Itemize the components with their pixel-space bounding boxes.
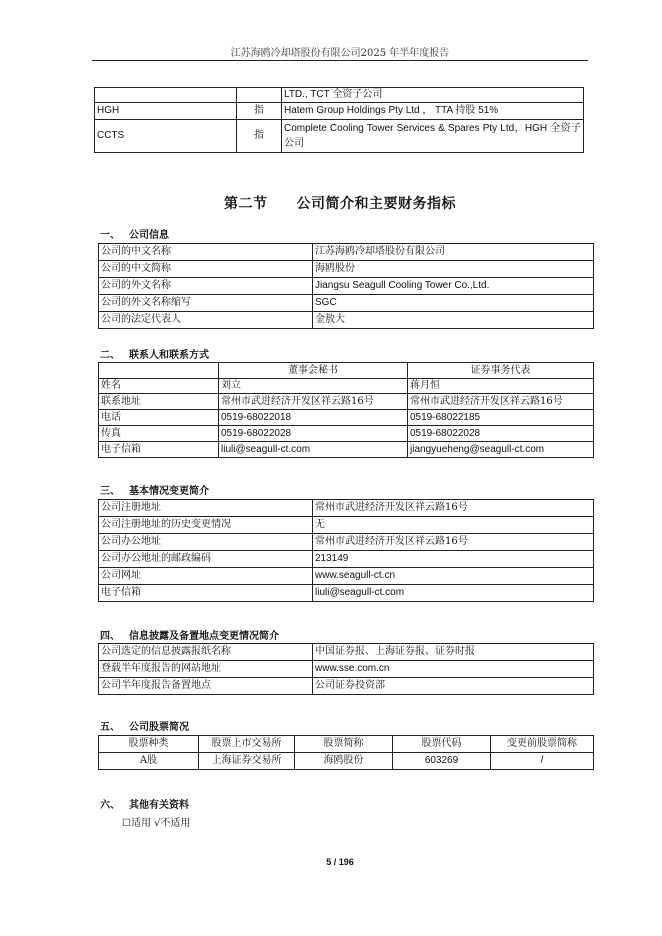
row-value: 海鸥股份 <box>313 261 594 278</box>
heading-number: 四、 <box>100 631 120 642</box>
heading-disclosure <box>100 627 279 642</box>
definition-desc: LTD., TCT 全资子公司 <box>282 88 584 103</box>
row-label: 公司的中文简称 <box>99 261 313 278</box>
row-label: 公司的中文名称 <box>99 244 313 261</box>
row-label: 公司半年度报告备置地点 <box>99 678 313 695</box>
secretary-value: 0519-68022018 <box>219 410 408 426</box>
table-row <box>99 410 594 426</box>
table-row <box>99 585 594 602</box>
row-label: 姓名 <box>99 379 219 394</box>
rep-value: 常州市武进经济开发区祥云路16号 <box>408 394 594 410</box>
column-header: 股票简称 <box>295 736 393 753</box>
row-value: Jiangsu Seagull Cooling Tower Co.,Ltd. <box>313 278 594 295</box>
row-value: 金敖大 <box>313 312 594 329</box>
heading-other <box>100 796 189 811</box>
row-label: 公司办公地址的邮政编码 <box>99 551 313 568</box>
section-title: 第二节 公司简介和主要财务指标 <box>224 196 456 212</box>
stock-code: 603269 <box>393 753 491 770</box>
heading-basic-changes <box>100 482 209 497</box>
secretary-value: liuli@seagull-ct.com <box>219 442 408 458</box>
table-header-row <box>99 363 594 379</box>
rep-value: 0519-68022185 <box>408 410 594 426</box>
row-value: 中国证券报、上海证券报、证券时报 <box>313 644 594 661</box>
table-row <box>99 534 594 551</box>
table-row <box>99 278 594 295</box>
heading-number: 二、 <box>100 350 120 361</box>
row-value: liuli@seagull-ct.com <box>313 585 594 602</box>
heading-stock <box>100 718 189 733</box>
row-value: 常州市武进经济开发区祥云路16号 <box>313 534 594 551</box>
column-header: 股票种类 <box>99 736 199 753</box>
column-header: 变更前股票简称 <box>491 736 594 753</box>
definitions-continuation-row <box>95 88 584 103</box>
table-header-row <box>99 736 594 753</box>
secretary-value: 0519-68022028 <box>219 426 408 442</box>
definition-desc: Complete Cooling Tower Services & Spares Pty Ltd，HGH 全资子公司 <box>282 120 584 153</box>
row-label: 公司办公地址 <box>99 534 313 551</box>
table-row <box>99 753 594 770</box>
table-row <box>99 244 594 261</box>
heading-company-info <box>100 226 169 241</box>
row-label: 电子信箱 <box>99 585 313 602</box>
secretary-value: 常州市武进经济开发区祥云路16号 <box>219 394 408 410</box>
heading-number: 五、 <box>100 722 120 733</box>
company-info-table <box>98 243 594 329</box>
definition-term: HGH <box>95 103 237 120</box>
heading-number: 六、 <box>100 800 120 811</box>
stock-short-name: 海鸥股份 <box>295 753 393 770</box>
row-label: 公司的外文名称 <box>99 278 313 295</box>
rep-value: 0519-68022028 <box>408 426 594 442</box>
heading-text: 信息披露及备置地点变更情况简介 <box>129 631 279 642</box>
row-label: 传真 <box>99 426 219 442</box>
heading-text: 公司股票简况 <box>129 722 189 733</box>
table-row <box>99 551 594 568</box>
rep-value: 蒋月恒 <box>408 379 594 394</box>
row-value: www.seagull-ct.cn <box>313 568 594 585</box>
row-label: 登载半年度报告的网站地址 <box>99 661 313 678</box>
heading-text: 基本情况变更简介 <box>129 486 209 497</box>
row-label: 公司的外文名称缩写 <box>99 295 313 312</box>
previous-short-name: / <box>491 753 594 770</box>
table-row <box>99 379 594 394</box>
definition-desc: Hatem Group Holdings Pty Ltd ， TTA 持股 51% <box>282 103 584 120</box>
row-label: 联系地址 <box>99 394 219 410</box>
definition-term: CCTS <box>95 120 237 153</box>
heading-contacts <box>100 346 209 361</box>
row-value: www.sse.com.cn <box>313 661 594 678</box>
table-row <box>99 644 594 661</box>
table-row <box>99 426 594 442</box>
table-row <box>99 295 594 312</box>
row-value: 213149 <box>313 551 594 568</box>
stock-table <box>98 735 594 770</box>
column-header: 董事会秘书 <box>219 363 408 379</box>
page-number: 5 / 196 <box>326 857 354 867</box>
row-value: 公司证券投资部 <box>313 678 594 695</box>
row-label: 电话 <box>99 410 219 426</box>
column-header: 股票代码 <box>393 736 491 753</box>
stock-exchange: 上海证券交易所 <box>199 753 295 770</box>
column-header: 证券事务代表 <box>408 363 594 379</box>
secretary-value: 刘立 <box>219 379 408 394</box>
header-divider <box>92 60 588 61</box>
page-header: 江苏海鸥冷却塔股份有限公司2025 年半年度报告 <box>230 48 450 59</box>
rep-value: jiangyueheng@seagull-ct.com <box>408 442 594 458</box>
table-row <box>99 261 594 278</box>
stock-type: A股 <box>99 753 199 770</box>
table-row <box>99 312 594 329</box>
definitions-table <box>94 87 584 153</box>
definition-separator: 指 <box>237 103 282 120</box>
row-label: 电子信箱 <box>99 442 219 458</box>
definitions-row <box>95 120 584 153</box>
definition-separator: 指 <box>237 120 282 153</box>
table-row <box>99 517 594 534</box>
row-label: 公司注册地址 <box>99 500 313 517</box>
contacts-table <box>98 362 594 458</box>
row-value: 常州市武进经济开发区祥云路16号 <box>313 500 594 517</box>
row-label: 公司选定的信息披露报纸名称 <box>99 644 313 661</box>
heading-number: 三、 <box>100 486 120 497</box>
row-label: 公司注册地址的历史变更情况 <box>99 517 313 534</box>
row-value: 无 <box>313 517 594 534</box>
row-label: 公司的法定代表人 <box>99 312 313 329</box>
applicability-option: ☐适用 √不适用 <box>122 818 191 829</box>
table-row <box>99 568 594 585</box>
heading-text: 其他有关资料 <box>129 800 189 811</box>
heading-text: 公司信息 <box>129 230 169 241</box>
basic-changes-table <box>98 499 594 602</box>
table-row <box>99 661 594 678</box>
heading-number: 一、 <box>100 230 120 241</box>
table-row <box>99 678 594 695</box>
table-row <box>99 500 594 517</box>
table-row <box>99 442 594 458</box>
definitions-row <box>95 103 584 120</box>
row-label: 公司网址 <box>99 568 313 585</box>
disclosure-table <box>98 643 594 695</box>
table-row <box>99 394 594 410</box>
row-value: SGC <box>313 295 594 312</box>
row-value: 江苏海鸥冷却塔股份有限公司 <box>313 244 594 261</box>
column-header: 股票上市交易所 <box>199 736 295 753</box>
heading-text: 联系人和联系方式 <box>129 350 209 361</box>
